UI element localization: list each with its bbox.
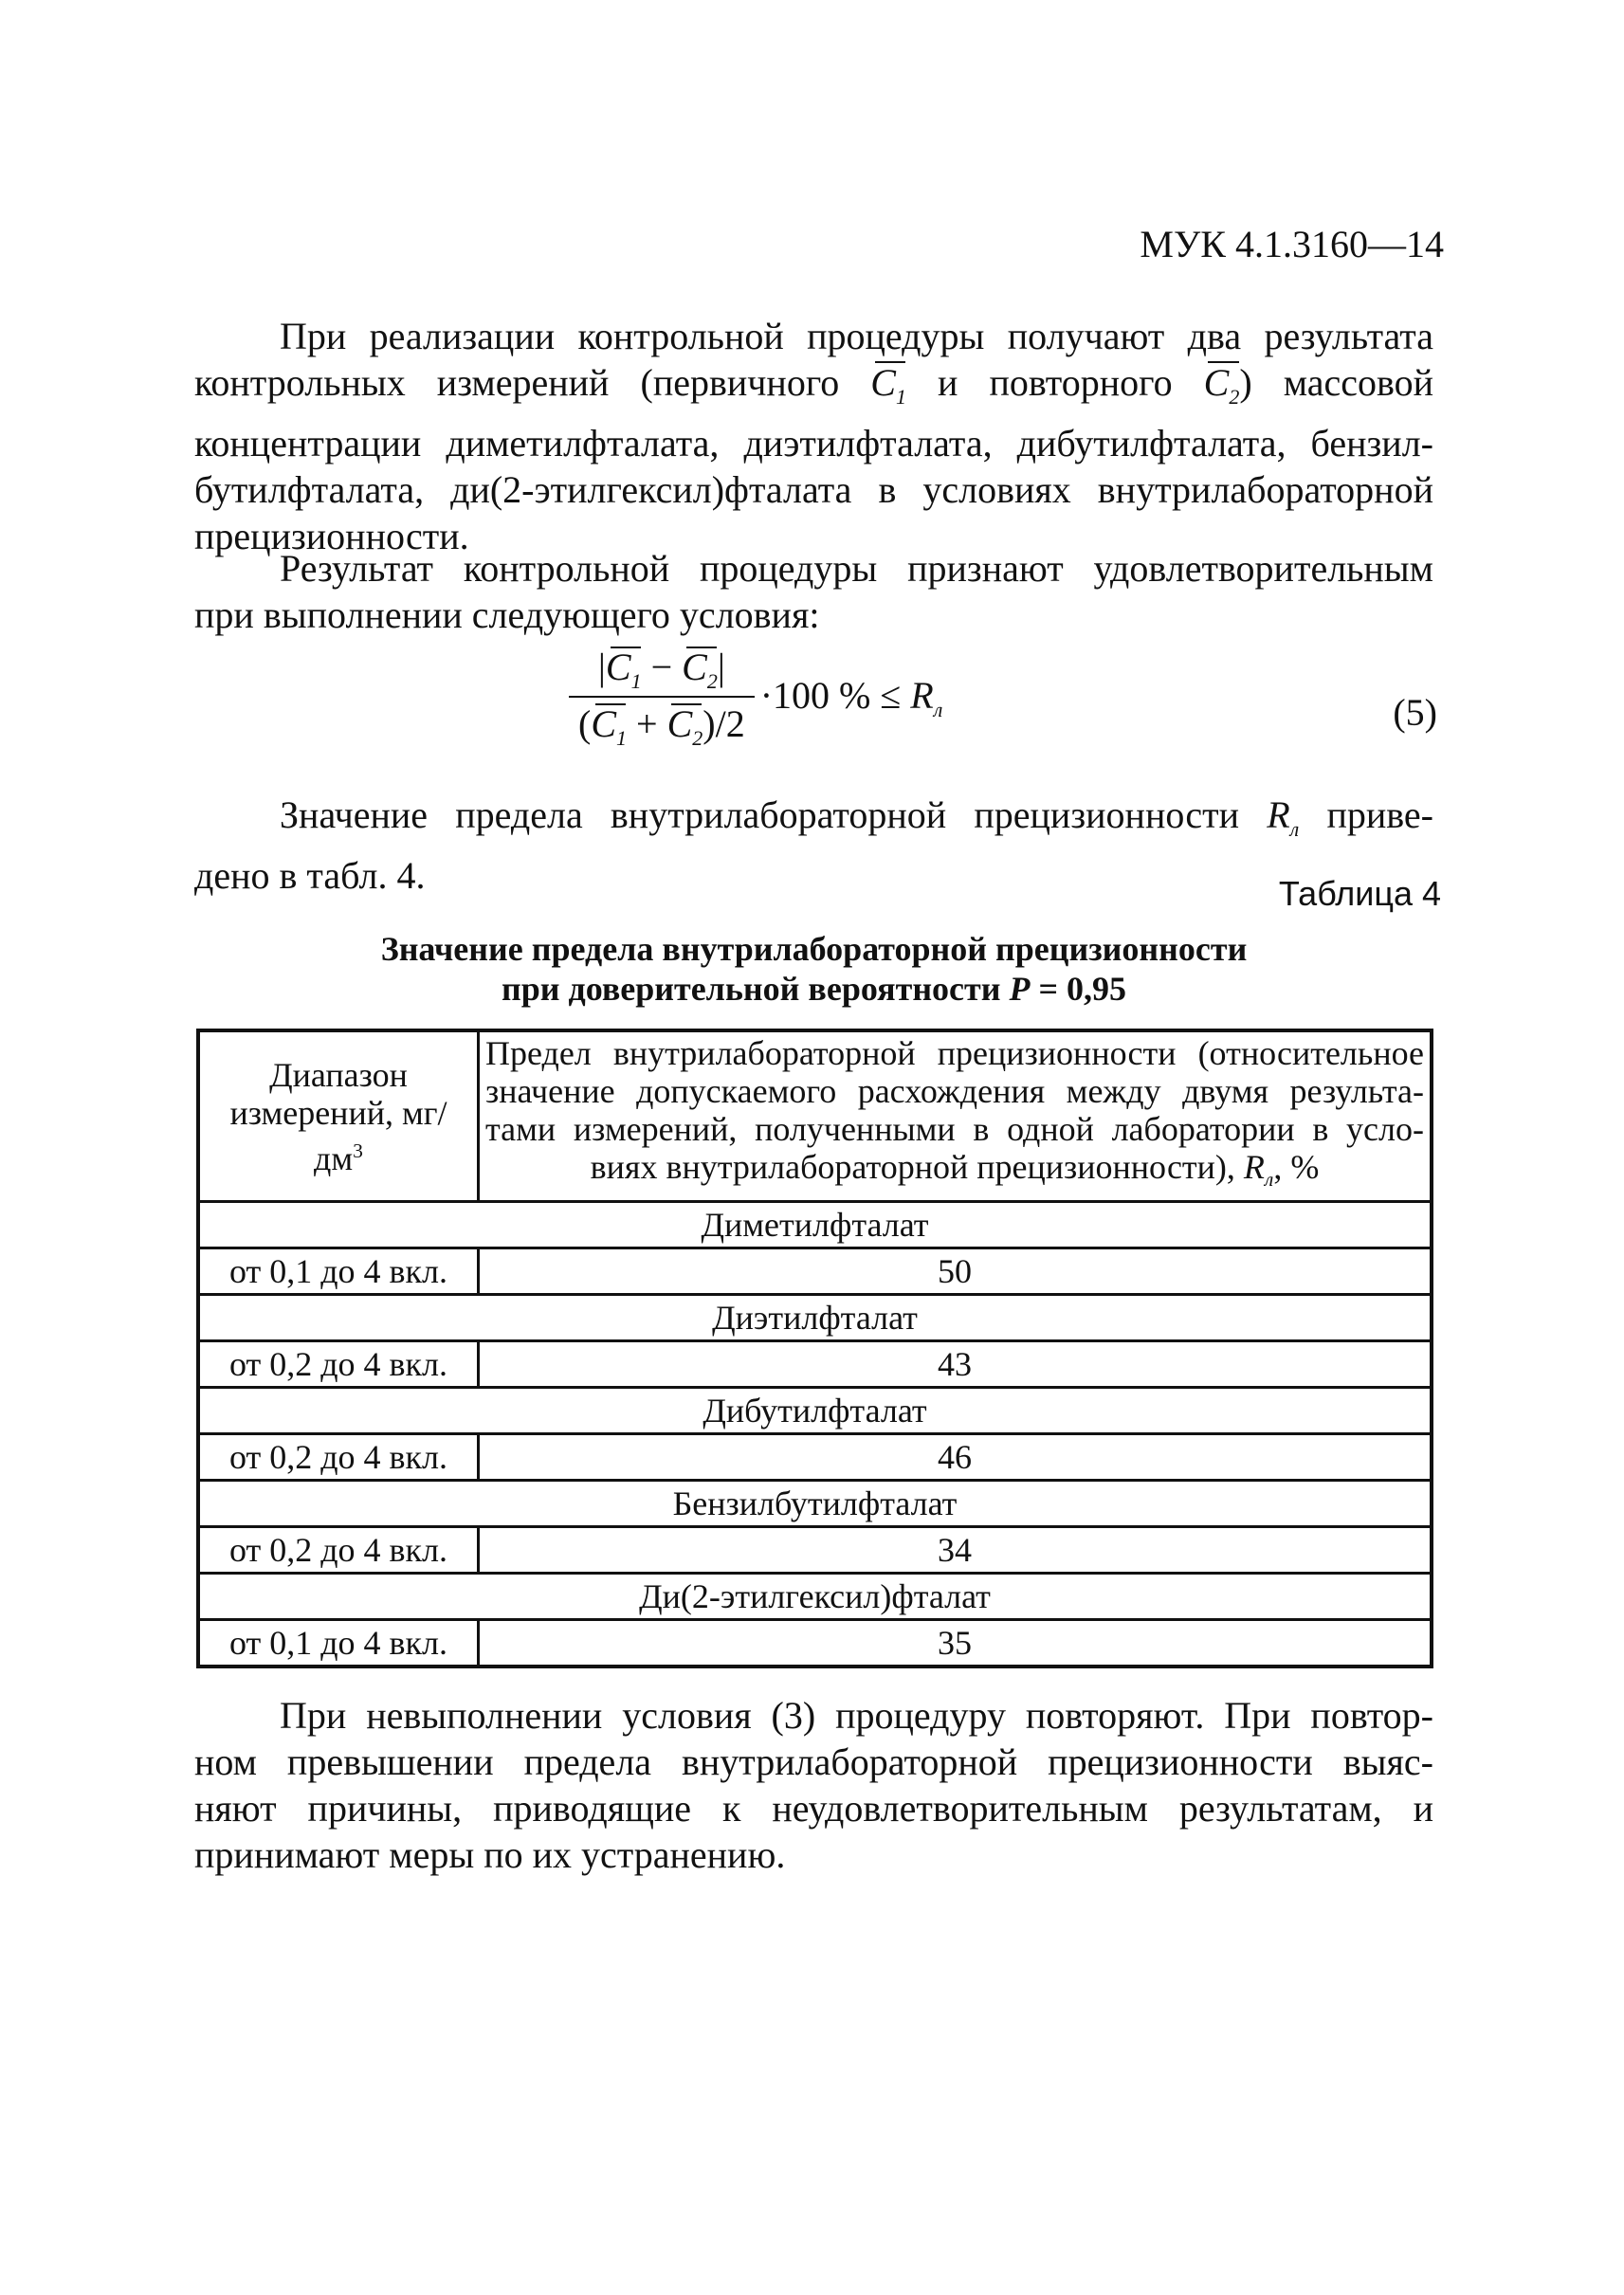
header-limit: Предел внутрилабораторной прецизионности (относительное значение допускаемого расхождения между двумя результа- тами измерений, полученными в одной лаборатории в усло- виях внутрилабораторной прецизионности), $R_л$, % [479,1030,1432,1202]
group-name: Диметилфталат [198,1202,1432,1248]
c1-symbol: $C_1$ [870,359,906,420]
table-row [198,1620,1432,1667]
table-row [198,1434,1432,1481]
paragraph-repeat-procedure [194,1692,1433,1878]
value-cell: 35 [479,1620,1432,1667]
c2-symbol: $C_2$ [1204,359,1240,420]
formula-fraction [569,645,755,751]
group-name: Диэтилфталат [198,1295,1432,1341]
text-line: няют причины, приводящие к неудовлетворительным результатам, и [194,1787,1433,1830]
formula-denominator: $(C_1 + C_2)/2$ [569,696,755,751]
paragraph-result-condition [194,545,1433,638]
table-title: Значение предела внутрилабораторной прецизионности при доверительной вероятности P = 0,95 [380,930,1248,1008]
text-line: При реализации контрольной процедуры получают два результата [280,315,1433,357]
table-row [198,1341,1432,1388]
table-group-row [198,1295,1432,1341]
paragraph-limit-reference [194,792,1433,899]
text-line: принимают меры по их устранению. [194,1833,786,1876]
formula-rhs: ·100 % ≤ $R_л$ [759,674,943,721]
range-cell: от 0,2 до 4 вкл. [198,1527,479,1574]
range-cell: от 0,1 до 4 вкл. [198,1620,479,1667]
table-row [198,1248,1432,1295]
text-line: при выполнении следующего условия: [194,593,820,636]
paragraph-control-procedure [194,313,1433,559]
text-line: Результат контрольной процедуры признают удовлетворительным [280,547,1433,590]
formula-numerator: $|C_1 - C_2|$ [597,646,725,693]
table-group-row [198,1574,1432,1620]
text-line: Значение предела внутрилабораторной прецизионности $R_л$ приве- [280,793,1433,841]
table-header-row [198,1030,1432,1202]
value-cell: 34 [479,1527,1432,1574]
group-name: Дибутилфталат [198,1388,1432,1434]
group-name: Ди(2-этилгексил)фталат [198,1574,1432,1620]
text-line: контрольных измерений (первичного $C_1$ и повторного $C_2$) массовой [194,359,1433,420]
text-line: При невыполнении условия (3) процедуру повторяют. При повтор- [280,1694,1433,1737]
equation-number: (5) [1393,691,1437,734]
precision-limit-table [196,1029,1433,1668]
table-group-row [198,1202,1432,1248]
text-line: концентрации диметилфталата, диэтилфталата, дибутилфталата, бензил- [194,422,1433,464]
formula-5 [569,645,942,751]
text-line: дено в табл. 4. [194,854,426,897]
document-code: МУК 4.1.3160—14 [1140,223,1444,265]
value-cell: 43 [479,1341,1432,1388]
range-cell: от 0,1 до 4 вкл. [198,1248,479,1295]
text-line: ном превышении предела внутрилабораторной прецизионности выяс- [194,1740,1433,1783]
range-cell: от 0,2 до 4 вкл. [198,1341,479,1388]
range-cell: от 0,2 до 4 вкл. [198,1434,479,1481]
header-range: Диапазон измерений, $мг/дм^3$ [198,1030,479,1202]
text-line: бутилфталата, ди(2-этилгексил)фталата в условиях внутрилабораторной [194,468,1433,511]
table-group-row [198,1481,1432,1527]
table-row [198,1527,1432,1574]
group-name: Бензилбутилфталат [198,1481,1432,1527]
text-line: прецизионности. [194,515,469,557]
table-number: Таблица 4 [1278,874,1441,913]
value-cell: 46 [479,1434,1432,1481]
table-group-row [198,1388,1432,1434]
value-cell: 50 [479,1248,1432,1295]
